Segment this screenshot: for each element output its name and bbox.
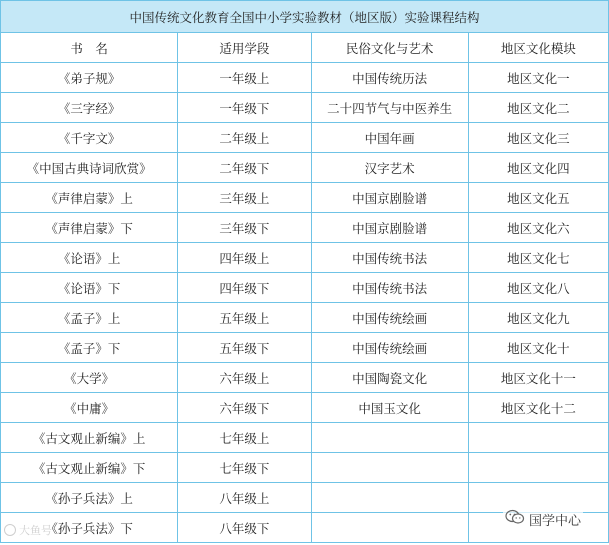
cell-grade-level: 一年级下 bbox=[178, 93, 311, 123]
cell-folk-culture-art: 中国年画 bbox=[311, 123, 468, 153]
table-row bbox=[1, 153, 609, 183]
cell-book-title: 《三字经》 bbox=[1, 93, 178, 123]
cell-book-title: 《孙子兵法》上 bbox=[1, 483, 178, 513]
cell-grade-level: 二年级下 bbox=[178, 153, 311, 183]
cell-regional-culture bbox=[468, 453, 608, 483]
table-row bbox=[1, 423, 609, 453]
cell-folk-culture-art: 中国传统绘画 bbox=[311, 303, 468, 333]
cell-folk-culture-art bbox=[311, 423, 468, 453]
cell-grade-level: 三年级上 bbox=[178, 183, 311, 213]
header-row bbox=[1, 33, 609, 63]
cell-grade-level: 二年级上 bbox=[178, 123, 311, 153]
cell-regional-culture: 地区文化四 bbox=[468, 153, 608, 183]
cell-folk-culture-art: 中国玉文化 bbox=[311, 393, 468, 423]
watermark-left bbox=[4, 520, 52, 540]
watermark-left-text: 大鱼号 bbox=[19, 524, 52, 537]
header-cell-book: 书 名 bbox=[1, 33, 178, 63]
cell-folk-culture-art: 中国传统书法 bbox=[311, 273, 468, 303]
cell-folk-culture-art: 汉字艺术 bbox=[311, 153, 468, 183]
cell-book-title: 《古文观止新编》下 bbox=[1, 453, 178, 483]
cell-grade-level: 八年级下 bbox=[178, 513, 311, 543]
table-row bbox=[1, 243, 609, 273]
cell-folk-culture-art: 中国传统历法 bbox=[311, 63, 468, 93]
table-title: 中国传统文化教育全国中小学实验教材（地区版）实验课程结构 bbox=[0, 0, 609, 33]
cell-folk-culture-art: 中国陶瓷文化 bbox=[311, 363, 468, 393]
cell-book-title: 《孟子》下 bbox=[1, 333, 178, 363]
cell-book-title: 《中国古典诗词欣赏》 bbox=[1, 153, 178, 183]
cell-regional-culture: 地区文化三 bbox=[468, 123, 608, 153]
table-row bbox=[1, 63, 609, 93]
cell-regional-culture: 地区文化六 bbox=[468, 213, 608, 243]
cell-book-title: 《论语》上 bbox=[1, 243, 178, 273]
cell-folk-culture-art bbox=[311, 513, 468, 543]
cell-grade-level: 五年级上 bbox=[178, 303, 311, 333]
table-row bbox=[1, 93, 609, 123]
cell-grade-level: 六年级上 bbox=[178, 363, 311, 393]
table-row bbox=[1, 213, 609, 243]
cell-regional-culture bbox=[468, 423, 608, 453]
cell-book-title: 《中庸》 bbox=[1, 393, 178, 423]
table-row bbox=[1, 123, 609, 153]
cell-regional-culture: 地区文化十一 bbox=[468, 363, 608, 393]
table-row bbox=[1, 333, 609, 363]
cell-grade-level: 七年级上 bbox=[178, 423, 311, 453]
cell-book-title: 《弟子规》 bbox=[1, 63, 178, 93]
table-row bbox=[1, 393, 609, 423]
cell-book-title: 《论语》下 bbox=[1, 273, 178, 303]
cell-book-title: 《孙子兵法》下 bbox=[1, 513, 178, 543]
table-body bbox=[1, 33, 609, 543]
course-structure-table bbox=[0, 32, 609, 543]
cell-grade-level: 四年级下 bbox=[178, 273, 311, 303]
cell-grade-level: 一年级上 bbox=[178, 63, 311, 93]
cell-regional-culture: 地区文化一 bbox=[468, 63, 608, 93]
cell-regional-culture: 地区文化十 bbox=[468, 333, 608, 363]
cell-folk-culture-art: 中国京剧脸谱 bbox=[311, 183, 468, 213]
wechat-icon bbox=[505, 509, 525, 529]
table-row bbox=[1, 183, 609, 213]
cell-folk-culture-art bbox=[311, 453, 468, 483]
cell-book-title: 《声律启蒙》上 bbox=[1, 183, 178, 213]
fish-logo-icon bbox=[4, 524, 16, 536]
header-cell-grade: 适用学段 bbox=[178, 33, 311, 63]
table-row bbox=[1, 303, 609, 333]
cell-book-title: 《声律启蒙》下 bbox=[1, 213, 178, 243]
cell-regional-culture: 地区文化七 bbox=[468, 243, 608, 273]
cell-folk-culture-art: 二十四节气与中医养生 bbox=[311, 93, 468, 123]
watermark-right bbox=[503, 508, 583, 530]
table-row bbox=[1, 363, 609, 393]
cell-grade-level: 八年级上 bbox=[178, 483, 311, 513]
cell-grade-level: 五年级下 bbox=[178, 333, 311, 363]
header-cell-folk-art: 民俗文化与艺术 bbox=[311, 33, 468, 63]
header-cell-region: 地区文化模块 bbox=[468, 33, 608, 63]
table-row bbox=[1, 453, 609, 483]
cell-grade-level: 三年级下 bbox=[178, 213, 311, 243]
cell-grade-level: 六年级下 bbox=[178, 393, 311, 423]
cell-folk-culture-art: 中国传统绘画 bbox=[311, 333, 468, 363]
cell-book-title: 《大学》 bbox=[1, 363, 178, 393]
cell-regional-culture: 地区文化十二 bbox=[468, 393, 608, 423]
cell-folk-culture-art bbox=[311, 483, 468, 513]
cell-folk-culture-art: 中国京剧脸谱 bbox=[311, 213, 468, 243]
cell-book-title: 《古文观止新编》上 bbox=[1, 423, 178, 453]
cell-regional-culture: 地区文化九 bbox=[468, 303, 608, 333]
table-row bbox=[1, 273, 609, 303]
cell-regional-culture: 地区文化五 bbox=[468, 183, 608, 213]
cell-regional-culture: 地区文化二 bbox=[468, 93, 608, 123]
cell-grade-level: 四年级上 bbox=[178, 243, 311, 273]
cell-book-title: 《孟子》上 bbox=[1, 303, 178, 333]
watermark-right-text: 国学中心 bbox=[529, 513, 582, 529]
cell-folk-culture-art: 中国传统书法 bbox=[311, 243, 468, 273]
cell-regional-culture: 地区文化八 bbox=[468, 273, 608, 303]
cell-grade-level: 七年级下 bbox=[178, 453, 311, 483]
cell-book-title: 《千字文》 bbox=[1, 123, 178, 153]
